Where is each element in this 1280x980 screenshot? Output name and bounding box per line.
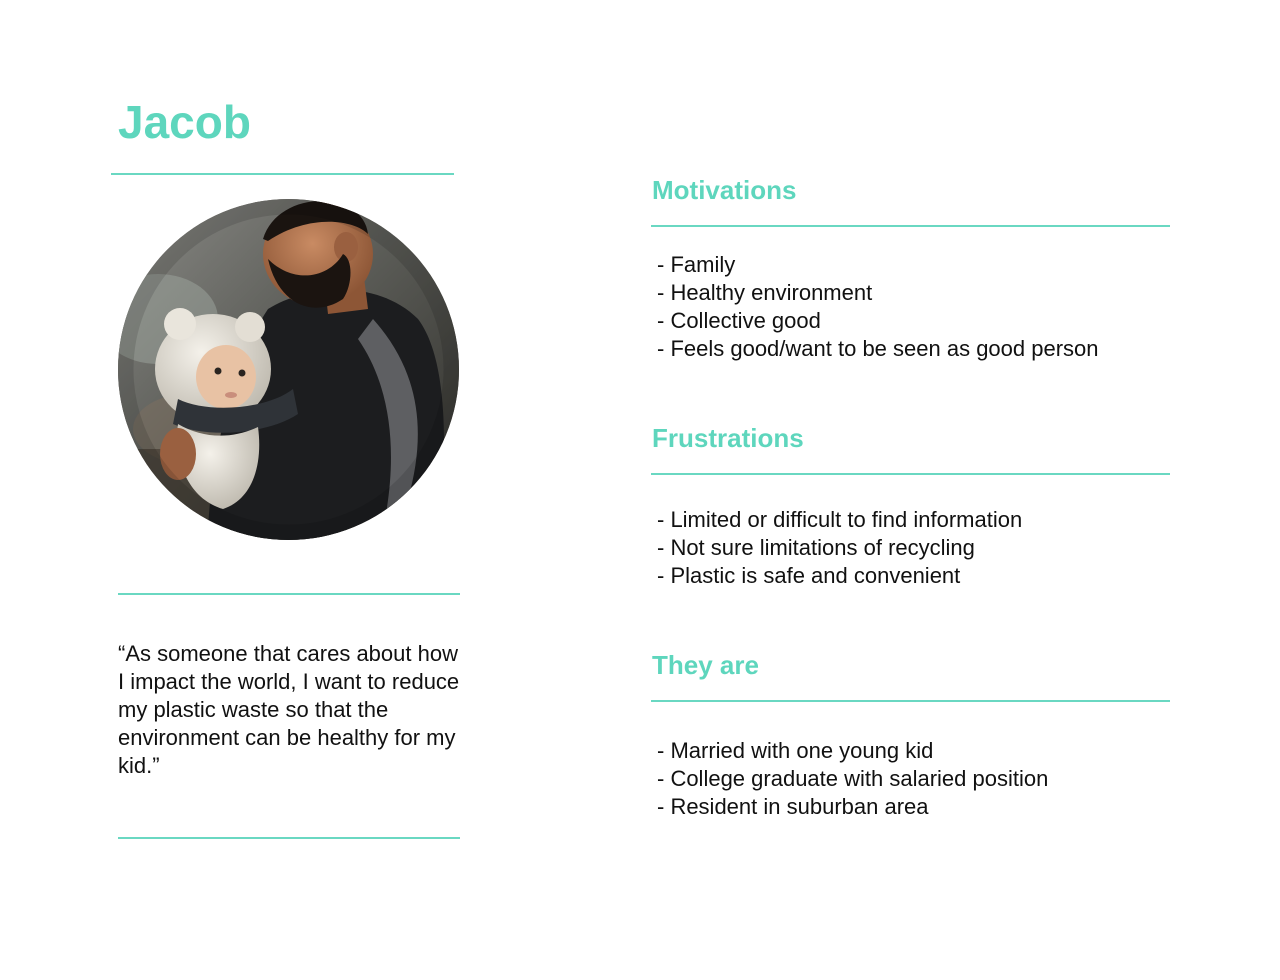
motivations-title: Motivations xyxy=(652,175,797,205)
they-are-list xyxy=(657,737,1048,821)
father-holding-baby-photo xyxy=(118,199,459,540)
they-are-item: - Resident in suburban area xyxy=(657,794,929,819)
they-are-item: - College graduate with salaried position xyxy=(657,766,1049,791)
motivations-divider xyxy=(651,225,1170,227)
motivation-item: - Feels good/want to be seen as good person xyxy=(657,336,1099,361)
frustrations-title: Frustrations xyxy=(652,423,804,453)
persona-photo xyxy=(118,199,459,540)
motivation-item: - Family xyxy=(657,252,736,277)
motivation-item: - Collective good xyxy=(657,308,821,333)
quote-divider xyxy=(118,837,460,839)
frustration-item: - Plastic is safe and convenient xyxy=(657,563,961,588)
motivations-list xyxy=(657,251,1099,363)
frustrations-list xyxy=(657,506,1022,590)
persona-quote: “As someone that cares about how I impact the world, I want to reduce my plastic waste so that the environment can be healthy for my kid.” xyxy=(118,641,460,778)
motivation-item: - Healthy environment xyxy=(657,280,873,305)
frustration-item: - Limited or difficult to find information xyxy=(657,507,1023,532)
frustrations-divider xyxy=(651,473,1170,475)
frustration-item: - Not sure limitations of recycling xyxy=(657,535,975,560)
they-are-divider xyxy=(651,700,1170,702)
name-divider xyxy=(111,173,454,175)
they-are-title: They are xyxy=(652,650,759,680)
they-are-item: - Married with one young kid xyxy=(657,738,934,763)
photo-divider xyxy=(118,593,460,595)
persona-name: Jacob xyxy=(118,96,251,148)
